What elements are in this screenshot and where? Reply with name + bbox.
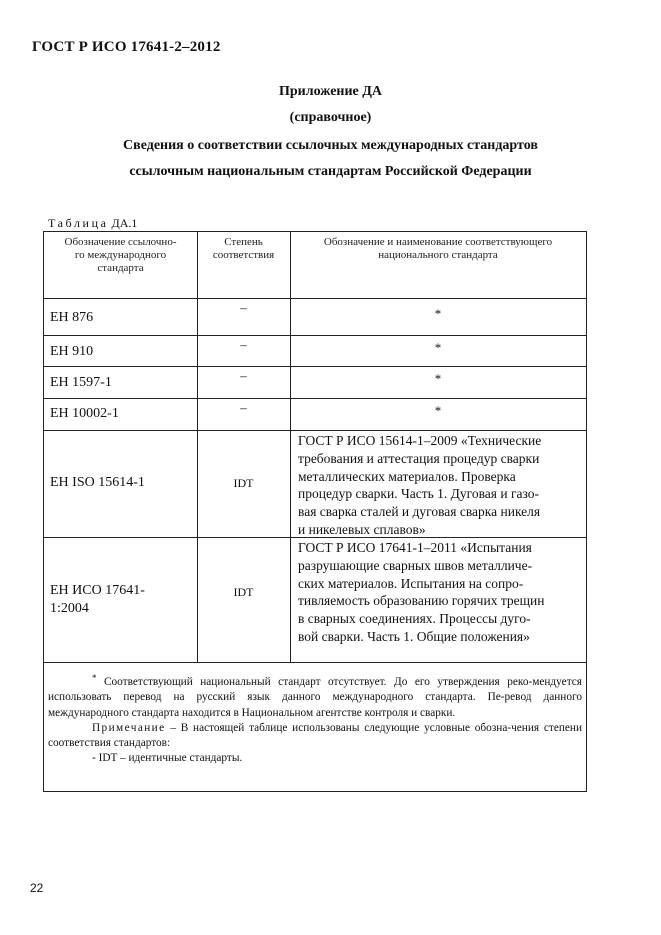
table-row-degree: IDT	[233, 585, 254, 599]
row-divider	[44, 366, 586, 367]
table-row-std: ЕН 10002-1	[50, 406, 119, 421]
header-national-standard: Обозначение и наименование соответствующего национального стандарта	[323, 236, 553, 261]
table-row-national: ГОСТ Р ИСО 17641-1–2011 «Испытания разрушающие сварных швов металличе- ских материалов. Испытания на сопро- тивляемость образованию горячих трещин в сварных соединениях. Процессы дуго- вой сварки. Часть 1. Общие положения»	[298, 540, 545, 644]
annex-reference-note: (справочное)	[289, 110, 372, 125]
row-divider	[44, 398, 586, 399]
column-divider	[290, 232, 291, 662]
table-row-national: *	[434, 340, 442, 355]
table-row-degree: IDT	[233, 476, 254, 490]
table-row-std: ЕН 910	[50, 344, 94, 359]
table-row-degree: –	[240, 300, 247, 315]
table-caption	[48, 216, 137, 231]
note-paragraph: Примечание – В настоящей таблице использованы следующие условные обозна-чения степени соответствия стандартов:	[48, 721, 582, 750]
footnote-star: * Соответствующий национальный стандарт отсутствует. До его утверждения реко-мендуется использовать перевод на русский язык данного международного стандарта. Пе-ревод данного международного стандарта находится в Национальном агентстве контроля и сварки.	[48, 673, 582, 719]
table-row-national: *	[434, 306, 442, 321]
row-divider	[44, 430, 586, 431]
note-idt-line: - IDT – идентичные стандарты.	[92, 752, 243, 765]
table-row-std: ЕН ISO 15614-1	[50, 475, 145, 490]
table-row-national: *	[434, 371, 442, 386]
row-divider	[44, 298, 586, 299]
correspondence-table	[43, 231, 587, 792]
document-code: ГОСТ Р ИСО 17641-2–2012	[32, 39, 221, 55]
table-row-national: *	[434, 403, 442, 418]
table-row-std: ЕН 876	[50, 310, 94, 325]
annex-title: Приложение ДА	[278, 84, 383, 99]
table-row-std: ЕН ИСО 17641- 1:2004	[50, 583, 145, 616]
table-row-degree: –	[240, 337, 247, 352]
table-notes	[48, 671, 582, 767]
table-row-degree: –	[240, 400, 247, 415]
header-standard-designation: Обозначение ссылочно- го международного стандарта	[64, 236, 177, 274]
row-divider	[44, 662, 586, 663]
table-caption-number: ДА.1	[111, 216, 138, 230]
table-row-national: ГОСТ Р ИСО 15614-1–2009 «Технические требования и аттестация процедур сварки металлических материалов. Проверка процедур сварки. Часть 1. Дуговая и газо- вая сварка сталей и дуговая сварка никеля и никелевых сплавов»	[298, 433, 542, 537]
annex-heading-line-1: Сведения о соответствии ссылочных международных стандартов	[123, 138, 538, 153]
row-divider	[44, 335, 586, 336]
annex-heading-line-2: ссылочным национальным стандартам Российской Федерации	[129, 164, 532, 179]
table-row-std: ЕН 1597-1	[50, 375, 112, 390]
table-caption-word: Таблица	[48, 216, 109, 230]
header-degree: Степень соответствия	[212, 236, 275, 261]
page-number: 22	[30, 881, 44, 895]
table-row-degree: –	[240, 368, 247, 383]
